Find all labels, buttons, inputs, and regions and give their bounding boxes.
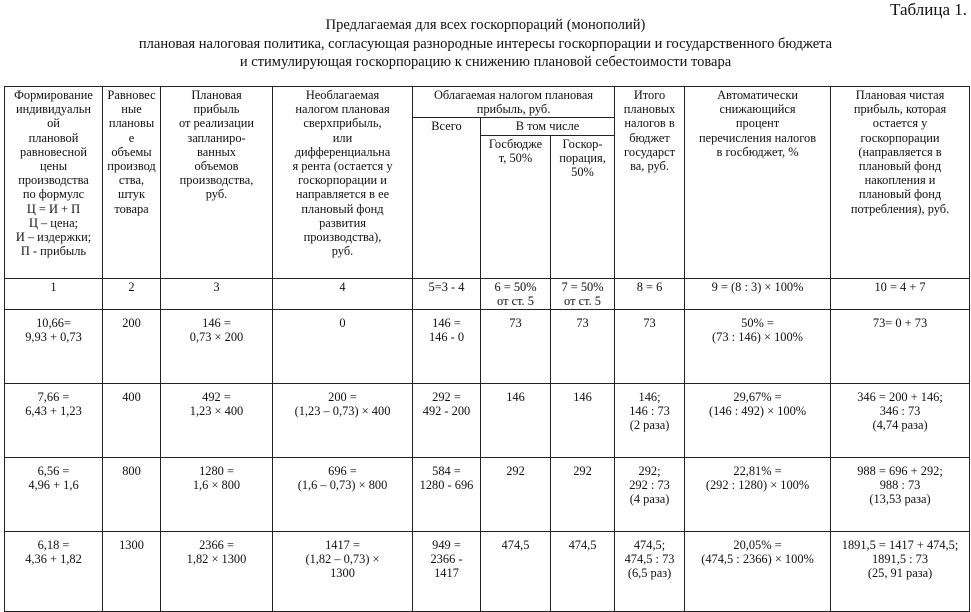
header-line: плановый фонд xyxy=(858,159,942,174)
table-cell xyxy=(685,384,831,458)
table-cell xyxy=(481,458,551,532)
header-line: госкорпорации и xyxy=(298,173,387,188)
column-number-row xyxy=(5,278,970,309)
column-number-cell xyxy=(831,278,970,309)
header-planned-profit xyxy=(161,87,273,279)
cell-line: 146 xyxy=(573,390,592,405)
cell-line: 474,5 xyxy=(501,538,530,553)
cell-line: 10,66= xyxy=(36,316,71,331)
header-line: дифференциальна xyxy=(294,144,391,159)
cell-line: (4,74 раза) xyxy=(872,418,928,433)
header-line: в госбюджет, % xyxy=(716,144,799,159)
table-cell xyxy=(103,458,161,532)
header-price-formation xyxy=(5,87,103,279)
cell-line: 7 = 50% xyxy=(561,279,604,294)
header-line: ные xyxy=(121,102,142,117)
cell-line: от ст. 5 xyxy=(497,293,534,308)
cell-line: 696 = xyxy=(328,464,357,479)
cell-line: 292 : 73 xyxy=(629,478,670,493)
header-line: бюджет xyxy=(629,130,670,145)
cell-line: 1,23 × 400 xyxy=(189,404,244,419)
header-line: плановых xyxy=(623,102,676,117)
cell-line: (474,5 : 2366) × 100% xyxy=(701,552,814,567)
cell-line: 10 = 4 + 7 xyxy=(874,279,926,294)
header-line: равновесной xyxy=(20,144,87,159)
table-cell xyxy=(481,532,551,612)
header-line: госкорпорации xyxy=(860,130,940,145)
cell-line: 1280 = xyxy=(199,464,234,479)
header-line: развития xyxy=(319,215,366,230)
cell-line: 1417 xyxy=(434,566,459,581)
table-cell xyxy=(5,384,103,458)
table-cell xyxy=(161,384,273,458)
header-line: от реализации xyxy=(178,116,255,131)
title-line: плановая налоговая политика, согласующая разнородные интересы госкорпорации и государственного бюджета xyxy=(138,35,833,52)
table-cell xyxy=(831,310,970,384)
header-line: объемов xyxy=(194,159,239,174)
cell-line: 988 : 73 xyxy=(879,478,921,493)
header-line: Госкор- xyxy=(562,136,603,151)
cell-line: 9,93 + 0,73 xyxy=(25,330,82,345)
cell-line: 29,67% = xyxy=(733,390,782,405)
cell-line: (146 : 492) × 100% xyxy=(708,404,807,419)
header-line: Ц = И + П xyxy=(26,201,81,216)
table-cell xyxy=(831,458,970,532)
cell-line: 474,5 : 73 xyxy=(624,552,675,567)
title-line: и стимулирующая госкорпорацию к снижению плановой себестоимости товара xyxy=(239,54,732,70)
table-cell xyxy=(273,458,413,532)
cell-line: 7,66 = xyxy=(37,390,70,405)
header-line: налогом плановая xyxy=(295,102,390,117)
header-untaxed-superprofit xyxy=(273,87,413,279)
table-cell xyxy=(5,458,103,532)
title-line: Предлагаемая для всех госкорпораций (монополий) xyxy=(325,17,646,33)
table-cell xyxy=(413,310,481,384)
header-line: государст xyxy=(624,144,675,159)
table-cell xyxy=(273,532,413,612)
header-line: по формулс xyxy=(22,187,85,202)
table-title xyxy=(0,16,971,72)
header-line: остается у xyxy=(872,116,928,131)
table-cell xyxy=(273,384,413,458)
table-cell xyxy=(615,310,685,384)
table-cell xyxy=(551,458,615,532)
cell-line: 2366 - xyxy=(430,552,463,567)
header-planned-volumes xyxy=(103,87,161,279)
cell-line: (4 раза) xyxy=(629,492,670,507)
cell-line: 200 = xyxy=(328,390,357,405)
cell-line: 146 - 0 xyxy=(428,330,465,345)
header-line: Итого xyxy=(633,88,666,102)
table-cell xyxy=(103,310,161,384)
cell-line: (1,82 – 0,73) × xyxy=(305,552,380,567)
table-row xyxy=(5,310,970,384)
header-line: процент xyxy=(735,116,780,131)
table-cell xyxy=(551,384,615,458)
table-cell xyxy=(413,384,481,458)
cell-line: 949 = xyxy=(432,538,461,553)
cell-line: 5=3 - 4 xyxy=(428,279,465,294)
header-line: плановый фонд xyxy=(858,187,942,202)
header-line: производства), xyxy=(303,230,382,245)
header-line: Необлагаемая xyxy=(305,88,380,102)
table-row xyxy=(5,458,970,532)
cell-line: 146 = xyxy=(202,316,231,331)
header-line: плановый фонд xyxy=(301,201,384,216)
cell-line: 146 = xyxy=(432,316,461,331)
cell-line: 6,18 = xyxy=(37,538,70,553)
table-cell xyxy=(413,458,481,532)
cell-line: 146 : 73 xyxy=(629,404,670,419)
cell-line: 584 = xyxy=(432,464,461,479)
header-taxable-profit-group xyxy=(413,87,615,118)
header-line: производ xyxy=(107,159,156,174)
header-line: потребления), руб. xyxy=(850,201,950,216)
cell-line: 200 xyxy=(122,316,141,331)
cell-line: 4,36 + 1,82 xyxy=(25,552,82,567)
header-line: штук xyxy=(117,187,145,202)
header-line: снижающийся xyxy=(719,102,796,117)
table-cell xyxy=(161,458,273,532)
table-cell xyxy=(615,532,685,612)
column-number-cell xyxy=(685,278,831,309)
cell-line: 1300 xyxy=(330,566,355,581)
header-line: ой xyxy=(47,116,60,131)
column-number-cell xyxy=(103,278,161,309)
header-line: Облагаемая налогом плановая xyxy=(433,88,594,102)
column-number-cell xyxy=(551,278,615,309)
cell-line: (25, 91 раза) xyxy=(867,566,933,581)
cell-line: 492 = xyxy=(202,390,231,405)
header-line: И – издержки; xyxy=(15,230,92,245)
table-cell xyxy=(481,384,551,458)
header-state-budget-share xyxy=(481,135,551,278)
table-cell xyxy=(831,532,970,612)
header-corporation-share xyxy=(551,135,615,278)
cell-line: 492 - 200 xyxy=(422,404,471,419)
table-cell xyxy=(481,310,551,384)
cell-line: 1280 - 696 xyxy=(419,478,474,493)
header-line: 50% xyxy=(571,165,594,180)
table-row xyxy=(5,532,970,612)
cell-line: 292 xyxy=(506,464,525,479)
column-number-cell xyxy=(161,278,273,309)
header-line: Плановая xyxy=(191,88,242,102)
cell-line: (2 раза) xyxy=(629,418,670,433)
header-line: плановой xyxy=(28,130,79,145)
header-line: руб. xyxy=(205,187,228,202)
table-cell xyxy=(103,532,161,612)
cell-line: 50% = xyxy=(741,316,774,331)
cell-line: (13,53 раза) xyxy=(869,492,931,507)
header-line: Автоматически xyxy=(717,88,798,102)
header-line: порация, xyxy=(559,150,606,165)
header-line: ванных xyxy=(197,144,236,159)
header-line: производства xyxy=(18,173,89,188)
cell-line: 2366 = xyxy=(199,538,234,553)
header-line: Равновес xyxy=(107,88,156,102)
header-line: объемы xyxy=(111,144,152,159)
cell-line: 800 xyxy=(122,464,141,479)
cell-line: 988 = 696 + 292; xyxy=(857,464,943,479)
cell-line: 4,96 + 1,6 xyxy=(28,478,79,493)
header-line: налогов в xyxy=(624,116,675,131)
header-line: т, 50% xyxy=(498,150,533,165)
cell-line: (1,23 – 0,73) × 400 xyxy=(294,404,391,419)
cell-line: 22,81% = xyxy=(733,464,782,479)
table-cell xyxy=(413,532,481,612)
column-number-cell xyxy=(273,278,413,309)
cell-line: 1300 xyxy=(119,538,144,553)
header-tax-percent xyxy=(685,87,831,279)
cell-line: (1,6 – 0,73) × 800 xyxy=(297,478,388,493)
column-number-cell xyxy=(413,278,481,309)
table-cell xyxy=(551,532,615,612)
cell-line: (6,5 раз) xyxy=(627,566,672,581)
table-cell xyxy=(103,384,161,458)
header-line: (направляется в xyxy=(858,144,942,159)
header-total-taxes xyxy=(615,87,685,279)
header-line: направляется в ее xyxy=(295,187,390,202)
cell-line: 73 xyxy=(509,316,522,331)
cell-line: 1,82 × 1300 xyxy=(186,552,247,567)
table-cell xyxy=(161,532,273,612)
table-cell xyxy=(273,310,413,384)
cell-line: 474,5 xyxy=(568,538,597,553)
table-cell xyxy=(831,384,970,458)
header-line: ства, xyxy=(118,173,145,188)
cell-line: 2 xyxy=(128,279,135,294)
cell-line: 1891,5 : 73 xyxy=(871,552,929,567)
header-line: Плановая чистая xyxy=(855,88,945,102)
header-line: плановы xyxy=(108,116,155,131)
header-line: я рента (остается у xyxy=(292,159,393,174)
cell-line: 6,56 = xyxy=(37,464,70,479)
cell-line: 20,05% = xyxy=(733,538,782,553)
table-cell xyxy=(551,310,615,384)
cell-line: 292 = xyxy=(432,390,461,405)
cell-line: 73 xyxy=(576,316,589,331)
table-row xyxy=(5,384,970,458)
cell-line: (292 : 1280) × 100% xyxy=(705,478,810,493)
header-total: Всего xyxy=(413,118,481,278)
column-number-cell xyxy=(481,278,551,309)
cell-line: 6,43 + 1,23 xyxy=(25,404,82,419)
header-line: запланиро- xyxy=(187,130,246,145)
cell-line: 0,73 × 200 xyxy=(189,330,244,345)
column-number-cell xyxy=(5,278,103,309)
table-cell xyxy=(685,532,831,612)
header-line: индивидуальн xyxy=(15,102,92,117)
cell-line: 1,6 × 800 xyxy=(192,478,241,493)
header-line: руб. xyxy=(331,244,354,259)
header-net-profit xyxy=(831,87,970,279)
table-cell xyxy=(5,532,103,612)
header-line: ва, руб. xyxy=(630,159,669,174)
header-line: накопления и xyxy=(864,173,936,188)
header-line: прибыль, руб. xyxy=(476,102,551,117)
header-line: или xyxy=(332,130,353,145)
header-line: цены xyxy=(39,159,68,174)
cell-line: 346 = 200 + 146; xyxy=(857,390,943,405)
table-cell xyxy=(5,310,103,384)
column-number-cell xyxy=(615,278,685,309)
header-line: П - прибыль xyxy=(20,244,87,259)
header-line: производства, xyxy=(179,173,254,188)
table-cell xyxy=(685,458,831,532)
header-line: прибыль, которая xyxy=(853,102,947,117)
cell-line: 146 xyxy=(506,390,525,405)
cell-line: 6 = 50% xyxy=(494,279,537,294)
cell-line: 292; xyxy=(638,464,661,479)
cell-line: 146; xyxy=(638,390,661,405)
cell-line: от ст. 5 xyxy=(564,293,601,308)
table-cell xyxy=(615,458,685,532)
header-line: Формирование xyxy=(14,88,93,102)
header-line: Госбюдже xyxy=(488,136,543,151)
cell-line: 4 xyxy=(339,279,346,294)
cell-line: 1 xyxy=(50,279,57,294)
header-line: сверхприбыль, xyxy=(303,116,382,131)
table-number-label: Таблица 1. xyxy=(890,0,967,19)
cell-line: 73 xyxy=(643,316,656,331)
table-cell xyxy=(615,384,685,458)
cell-line: 1891,5 = 1417 + 474,5; xyxy=(841,538,959,553)
cell-line: 1417 = xyxy=(325,538,360,553)
cell-line: 0 xyxy=(339,316,346,331)
cell-line: 346 : 73 xyxy=(879,404,921,419)
cell-line: 8 = 6 xyxy=(636,279,663,294)
cell-line: 9 = (8 : 3) × 100% xyxy=(711,279,804,294)
cell-line: 3 xyxy=(213,279,220,294)
cell-line: 400 xyxy=(122,390,141,405)
cell-line: 73= 0 + 73 xyxy=(872,316,928,331)
cell-line: 292 xyxy=(573,464,592,479)
header-line: е xyxy=(128,130,135,145)
tax-policy-table xyxy=(4,86,970,612)
header-line: перечисления налогов xyxy=(699,130,817,145)
header-line: Ц – цена; xyxy=(28,215,79,230)
header-line: товара xyxy=(114,201,149,216)
header-line: прибыль xyxy=(193,102,240,117)
table-cell xyxy=(161,310,273,384)
table-cell xyxy=(685,310,831,384)
header-including: В том числе xyxy=(481,118,615,135)
cell-line: (73 : 146) × 100% xyxy=(712,330,804,345)
cell-line: 474,5; xyxy=(633,538,666,553)
